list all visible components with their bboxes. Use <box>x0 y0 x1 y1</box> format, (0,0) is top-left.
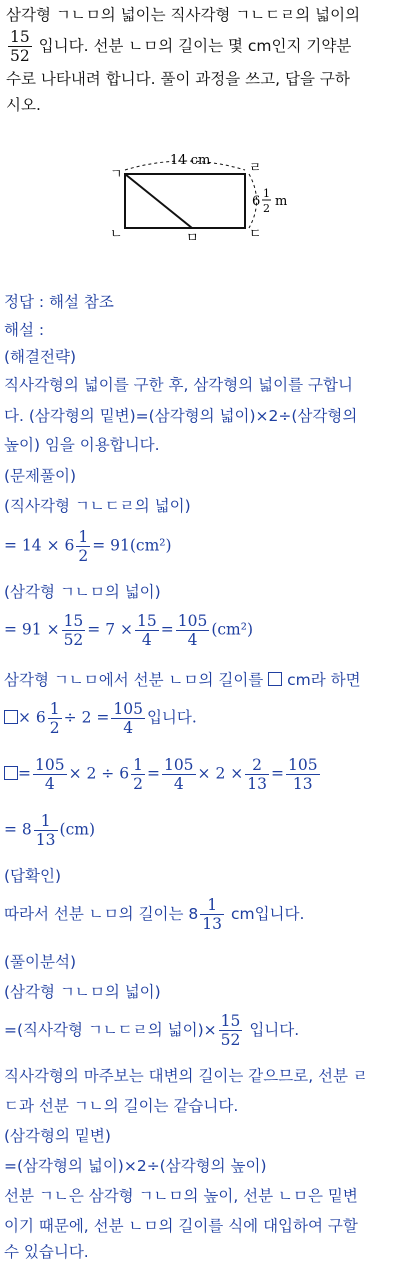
rectangle-shape <box>125 174 245 228</box>
explain-label: 해설 : <box>4 321 45 339</box>
set-variable-line: 삼각형 ㄱㄴㅁ에서 선분 ㄴㅁ의 길이를 cm라 하면 <box>4 671 361 689</box>
strategy-heading: (해결전략) <box>4 348 76 366</box>
final-line-1: 선분 ㄱㄴ은 삼각형 ㄱㄴㅁ의 높이, 선분 ㄴㅁ은 밑변 <box>4 1187 358 1205</box>
check-line: 따라서 선분 ㄴㅁ의 길이는 8 $\frac{1}{13}$ cm입니다. <box>4 896 305 933</box>
solve-heading: (문제풀이) <box>4 467 76 485</box>
equation-1: × 6 $\frac{1}{2}$ ÷ 2 = $\frac{105}{4}$ 입니다. <box>4 700 396 737</box>
question-line-2: $\frac{15}{52}$ 입니다. 선분 ㄴㅁ의 길이는 몇 cm인지 기약분 <box>10 28 352 65</box>
final-line-2: 이기 때문에, 선분 ㄴㅁ의 길이를 식에 대입하여 구할 <box>4 1217 358 1235</box>
final-line-3: 수 있습니다. <box>4 1243 89 1261</box>
tri-area-heading: (삼각형 ㄱㄴㅁ의 넓이) <box>4 583 161 601</box>
side-length-whole: 6 <box>252 194 261 209</box>
equation-3: = 8 $\frac{1}{13}$ (cm) <box>4 812 95 849</box>
label-m: ㅁ <box>186 231 199 240</box>
fraction-15-52: $\frac{15}{52}$ <box>10 28 30 65</box>
tri-area-equation: = 91 × $\frac{15}{52}$ = 7 × $\frac{15}{4}$ = $\frac{105}{4}$ (cm²) <box>4 612 254 649</box>
rectangle-figure <box>0 150 400 240</box>
diagonal-segment <box>125 174 192 228</box>
base-equation: =(삼각형의 넓이)×2÷(삼각형의 높이) <box>4 1157 267 1175</box>
analysis-tri-equation: =(직사각형 ㄱㄴㄷㄹ의 넓이)× $\frac{15}{52}$ 입니다. <box>4 1012 300 1049</box>
unknown-box <box>268 672 282 686</box>
answer-line: 정답 : 해설 참조 <box>4 293 114 311</box>
top-length-label: 14 cm <box>170 153 211 168</box>
check-heading: (답확인) <box>4 867 62 885</box>
equation-2: = $\frac{105}{4}$ × 2 ÷ 6 $\frac{1}{2}$ = $\frac{105}{4}$ × 2 × $\frac{2}{13}$ = $\frac{105}{13}$ <box>4 756 396 793</box>
base-heading: (삼각형의 밑변) <box>4 1127 111 1145</box>
analysis-paragraph-2: ㄷ과 선분 ㄱㄴ의 길이는 같습니다. <box>4 1097 239 1115</box>
question-line-1: 삼각형 ㄱㄴㅁ의 넓이는 직사각형 ㄱㄴㄷㄹ의 넓이의 <box>6 6 361 24</box>
rect-area-heading: (직사각형 ㄱㄴㄷㄹ의 넓이) <box>4 497 191 515</box>
side-length-num: 1 <box>263 187 270 200</box>
label-n: ㄴ <box>110 227 123 240</box>
strategy-line-3: 높이) 임을 이용합니다. <box>4 436 160 454</box>
side-length-unit: m <box>275 194 288 209</box>
label-r: ㄹ <box>249 161 262 176</box>
strategy-line-2: 다. (삼각형의 밑변)=(삼각형의 넓이)×2÷(삼각형의 <box>4 407 358 425</box>
label-d: ㄷ <box>249 227 262 240</box>
analysis-heading: (풀이분석) <box>4 953 76 971</box>
analysis-tri-heading: (삼각형 ㄱㄴㅁ의 넓이) <box>4 983 161 1001</box>
question-line-4: 시오. <box>6 96 41 114</box>
question-line-3: 수로 나타내려 합니다. 풀이 과정을 쓰고, 답을 구하 <box>6 70 350 88</box>
question-text <box>6 2 394 118</box>
rect-area-equation: = 14 × 6 $\frac{1}{2}$ = 91(cm²) <box>4 528 172 565</box>
strategy-line-1: 직사각형의 넓이를 구한 후, 삼각형의 넓이를 구합니 <box>4 376 353 394</box>
side-length-den: 2 <box>263 202 270 215</box>
analysis-paragraph-1: 직사각형의 마주보는 대변의 길이는 같으므로, 선분 ㄹ <box>4 1067 368 1085</box>
label-g: ㄱ <box>110 167 123 182</box>
